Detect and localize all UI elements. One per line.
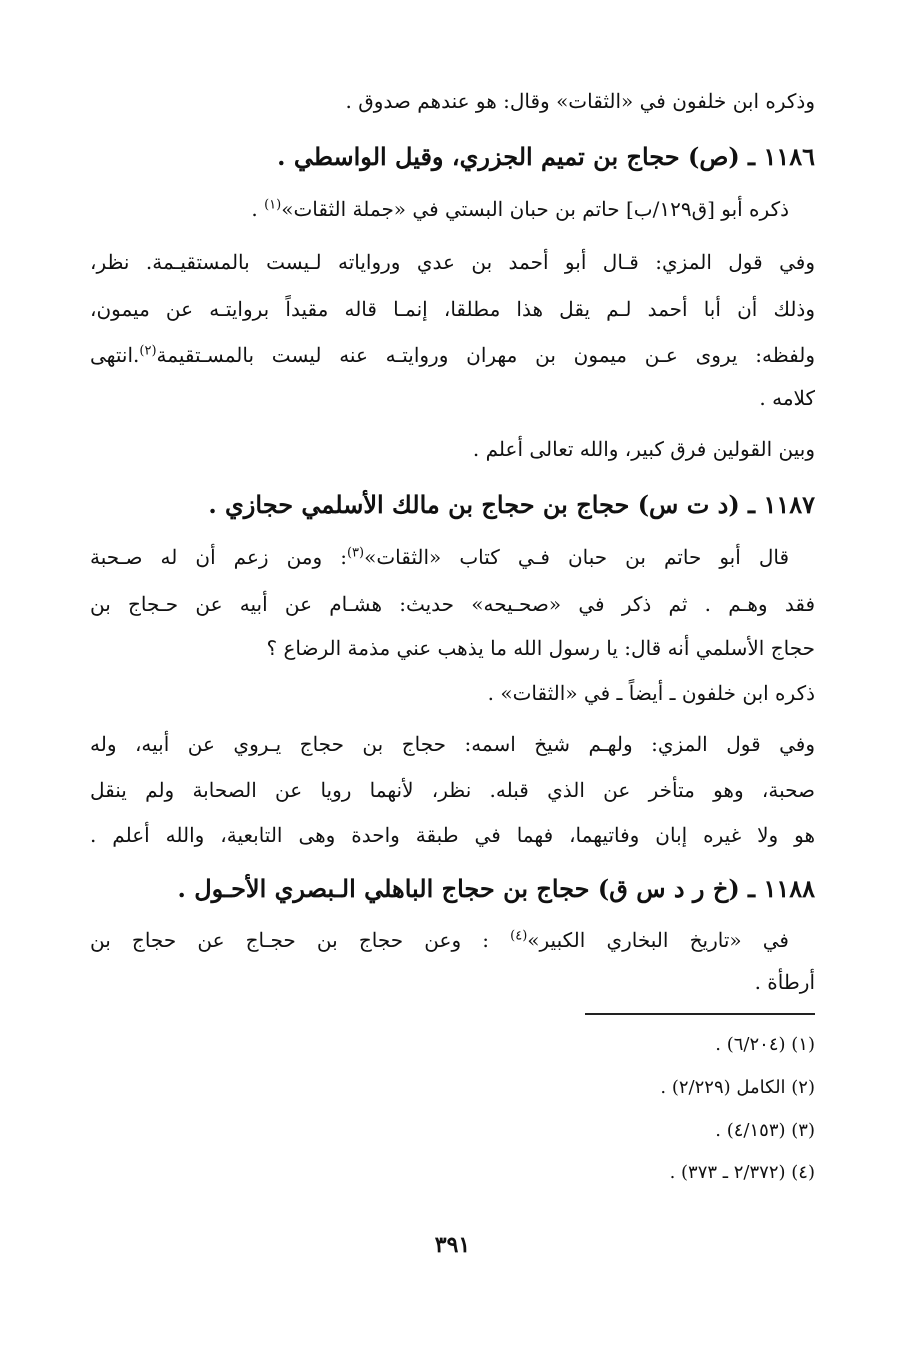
body-line-18 — [90, 923, 815, 959]
body-line-7 — [90, 381, 815, 417]
entry-heading-1187 — [90, 488, 815, 524]
line-tail: : وعن حجاج بن حجـاج عن حجاج بن — [90, 928, 511, 952]
line-tail: . — [251, 197, 265, 221]
entry-heading-1186 — [90, 140, 815, 176]
body-line-16 — [90, 818, 815, 854]
heading-text: ١١٨٧ ـ (د ت س) حجاج بن حجاج بن مالك الأسلمي حجازي . — [208, 490, 815, 519]
line-text: ذكره أبو [ق١٢٩/ب] حاتم بن حبان البستي في «جملة الثقات» — [281, 197, 789, 221]
body-line-1 — [90, 84, 815, 120]
footnote-4: (٤) (٢/٣٧٢ ـ ٣٧٣) . — [669, 1162, 815, 1183]
footnote-separator — [585, 1013, 815, 1015]
line-text: أرطأة . — [754, 970, 815, 994]
footnote-1: (١) (٦/٢٠٤) . — [715, 1034, 815, 1055]
body-line-5 — [90, 292, 815, 328]
footnote-ref-3: (٣) — [346, 545, 365, 561]
line-text: في «تاريخ البخاري الكبير» — [527, 928, 789, 952]
body-line-14 — [90, 727, 815, 763]
line-text: وفي قول المزي: ولهـم شيخ اسمه: حجاج بن حجاج يـروي عن أبيه، وله — [90, 732, 815, 756]
body-line-13 — [90, 676, 815, 712]
line-text: حجاج الأسلمي أنه قال: يا رسول الله ما يذهب عني مذمة الرضاع ؟ — [266, 636, 815, 660]
line-text: ذكره ابن خلفون ـ أيضاً ـ في «الثقات» . — [487, 681, 815, 705]
body-line-19 — [90, 965, 815, 1001]
footnote-ref-1: (١) — [264, 197, 282, 213]
line-tail: : ومن زعم أن له صـحبة — [90, 545, 347, 569]
footnote-ref-4: (٤) — [510, 928, 528, 944]
line-text: هو ولا غيره إبان وفاتيهما، فهما في طبقة واحدة وهى التابعية، والله أعلم . — [90, 823, 815, 847]
line-text: وذكره ابن خلفون في «الثقات» وقال: هو عندهم صدوق . — [345, 89, 815, 113]
line-text: ولفظه: يروى عـن ميمون بن مهران وروايتـه عنه ليست بالمسـتقيمة — [156, 343, 815, 367]
heading-text: ١١٨٨ ـ (خ ر د س ق) حجاج بن حجاج الباهلي الـبصري الأحـول . — [177, 874, 815, 903]
line-text: فقد وهـم . ثم ذكر في «صحـيحه» حديث: هشـام عن أبيه عن حـجاج بن — [90, 592, 815, 616]
line-text: قال أبو حاتم بن حبان فـي كتاب «الثقات» — [364, 545, 790, 569]
footnote-2: (٢) الكامل (٢/٢٢٩) . — [660, 1077, 815, 1098]
body-line-3 — [90, 192, 815, 228]
heading-text: ١١٨٦ ـ (ص) حجاج بن تميم الجزري، وقيل الواسطي . — [277, 142, 815, 171]
body-line-12 — [90, 631, 815, 667]
page-number: ٣٩١ — [434, 1232, 471, 1258]
body-line-8 — [90, 432, 815, 468]
body-line-4 — [90, 245, 815, 281]
line-text: وبين القولين فرق كبير، والله تعالى أعلم . — [472, 437, 815, 461]
entry-heading-1188 — [90, 872, 815, 908]
line-tail: .انتهى — [90, 343, 140, 367]
footnote-3: (٣) (٤/١٥٣) . — [715, 1120, 815, 1141]
line-text: صحبة، وهو متأخر عن الذي قبله. نظر، لأنهما رويا عن الصحابة ولم ينقل — [90, 778, 815, 802]
body-line-6 — [90, 338, 815, 374]
body-line-11 — [90, 587, 815, 623]
body-line-15 — [90, 773, 815, 809]
line-text: وفي قول المزي: قـال أبو أحمد بن عدي ورواياته لـيست بالمستقيـمة. نظر، — [90, 250, 815, 274]
footnote-ref-2: (٢) — [139, 343, 157, 359]
body-line-10 — [90, 540, 815, 576]
line-text: كلامه . — [759, 386, 815, 410]
line-text: وذلك أن أبا أحمد لـم يقل هذا مطلقا، إنمـا قاله مقيداً بروايتـه عن ميمون، — [90, 297, 815, 321]
